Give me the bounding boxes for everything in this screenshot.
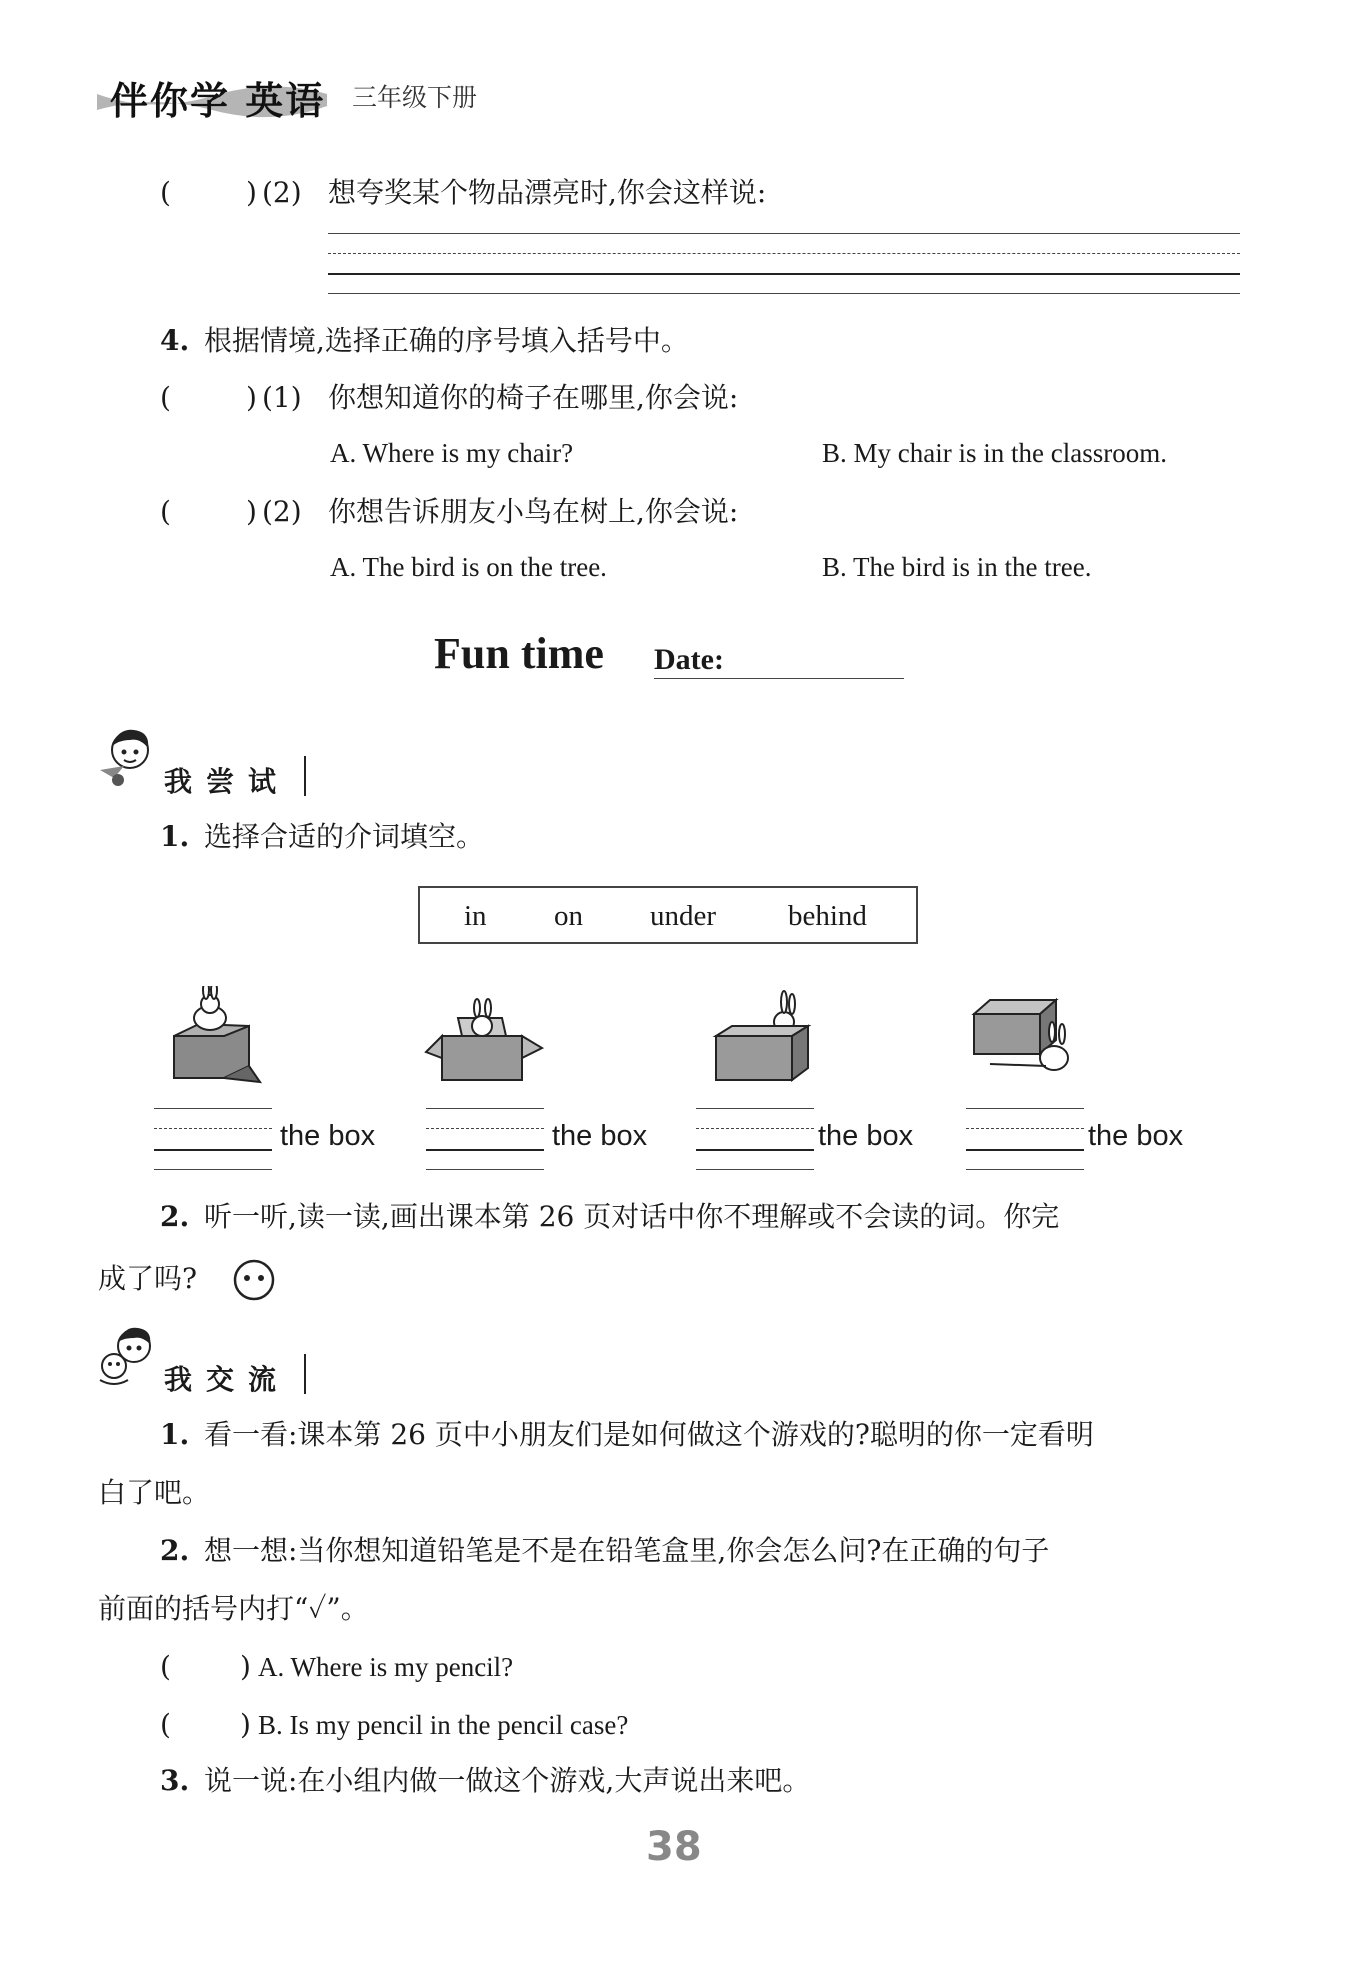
rabbit-on-box-picture	[164, 986, 274, 1086]
question-number: 1.	[160, 1418, 190, 1451]
item-prompt: 你想告诉朋友小鸟在树上,你会说:	[328, 495, 739, 528]
question-text: 白了吧。	[98, 1476, 211, 1509]
answer-bracket-close: )	[246, 176, 257, 209]
answer-line-dotted	[426, 1128, 544, 1129]
option-b: B. The bird is in the tree.	[822, 552, 1092, 582]
section-label-try: 我尝试	[164, 765, 291, 798]
answer-line	[426, 1108, 544, 1109]
section-label-share: 我交流	[164, 1363, 291, 1396]
the-box-label: the box	[1088, 1120, 1184, 1152]
answer-line	[154, 1149, 272, 1151]
item-prompt: 你想知道你的椅子在哪里,你会说:	[328, 381, 739, 414]
option-b: B. My chair is in the classroom.	[822, 438, 1167, 468]
question-text: 说一说:在小组内做一做这个游戏,大声说出来吧。	[204, 1764, 811, 1797]
item-label: (2)	[262, 495, 302, 528]
question-text: 看一看:课本第 26 页中小朋友们是如何做这个游戏的?聪明的你一定看明	[204, 1418, 1094, 1451]
answer-line	[426, 1149, 544, 1151]
answer-bracket-close: )	[240, 1650, 251, 1683]
option-a: A. Where is my pencil?	[258, 1652, 514, 1682]
answer-bracket-open: (	[160, 495, 171, 528]
smiley-face-icon	[232, 1258, 276, 1302]
date-line	[654, 678, 904, 679]
answer-line	[328, 293, 1240, 294]
word-behind: behind	[788, 900, 867, 932]
option-a: A. The bird is on the tree.	[330, 552, 607, 582]
answer-line	[154, 1169, 272, 1170]
option-b: B. Is my pencil in the pencil case?	[258, 1710, 629, 1740]
item-label: (2)	[262, 176, 302, 209]
item-prompt: 想夸奖某个物品漂亮时,你会这样说:	[328, 176, 767, 209]
grade-label: 三年级下册	[352, 83, 478, 112]
answer-line	[154, 1108, 272, 1109]
question-text: 听一听,读一读,画出课本第 26 页对话中你不理解或不会读的词。你完	[204, 1200, 1060, 1233]
page-number: 38	[646, 1824, 702, 1870]
answer-line	[696, 1108, 814, 1109]
the-box-label: the box	[552, 1120, 648, 1152]
question-instruction: 根据情境,选择正确的序号填入括号中。	[204, 324, 689, 357]
item-label: (1)	[262, 381, 302, 414]
answer-line	[966, 1108, 1084, 1109]
answer-line	[426, 1169, 544, 1170]
word-under: under	[650, 900, 717, 932]
answer-bracket-close: )	[246, 381, 257, 414]
question-number: 2.	[160, 1534, 190, 1567]
the-box-label: the box	[280, 1120, 376, 1152]
answer-bracket-open: (	[160, 1650, 171, 1683]
answer-bracket-open: (	[160, 176, 171, 209]
answer-line	[966, 1169, 1084, 1170]
answer-line	[328, 273, 1240, 275]
section-divider	[304, 756, 306, 796]
rabbit-under-box-picture	[970, 996, 1080, 1080]
question-number: 1.	[160, 820, 190, 853]
answer-line-dotted	[154, 1128, 272, 1129]
date-label: Date:	[654, 643, 724, 676]
question-text: 前面的括号内打“✓”。	[98, 1592, 369, 1625]
question-number: 4.	[160, 324, 190, 357]
word-bank	[418, 886, 918, 944]
answer-line-dotted	[328, 253, 1240, 254]
answer-bracket-close: )	[240, 1708, 251, 1741]
section-title: Fun time	[434, 629, 604, 678]
girl-mascot-icon	[94, 720, 164, 790]
word-on: on	[554, 900, 583, 932]
answer-line	[328, 233, 1240, 234]
question-number: 2.	[160, 1200, 190, 1233]
question-instruction: 选择合适的介词填空。	[204, 820, 485, 853]
rabbit-behind-box-picture	[712, 988, 816, 1088]
the-box-label: the box	[818, 1120, 914, 1152]
kids-mascot-icon	[94, 1320, 164, 1390]
question-number: 3.	[160, 1764, 190, 1797]
question-text: 想一想:当你想知道铅笔是不是在铅笔盒里,你会怎么问?在正确的句子	[204, 1534, 1050, 1567]
section-divider	[304, 1354, 306, 1394]
rabbit-in-box-picture	[422, 996, 546, 1086]
answer-bracket-open: (	[160, 1708, 171, 1741]
answer-line	[696, 1169, 814, 1170]
word-in: in	[464, 900, 487, 932]
answer-line	[966, 1149, 1084, 1151]
answer-line-dotted	[696, 1128, 814, 1129]
option-a: A. Where is my chair?	[330, 438, 574, 468]
question-text: 成了吗?	[98, 1262, 198, 1295]
answer-bracket-close: )	[246, 495, 257, 528]
book-title: 伴你学 英语	[110, 79, 326, 123]
answer-line	[696, 1149, 814, 1151]
answer-bracket-open: (	[160, 381, 171, 414]
answer-line-dotted	[966, 1128, 1084, 1129]
